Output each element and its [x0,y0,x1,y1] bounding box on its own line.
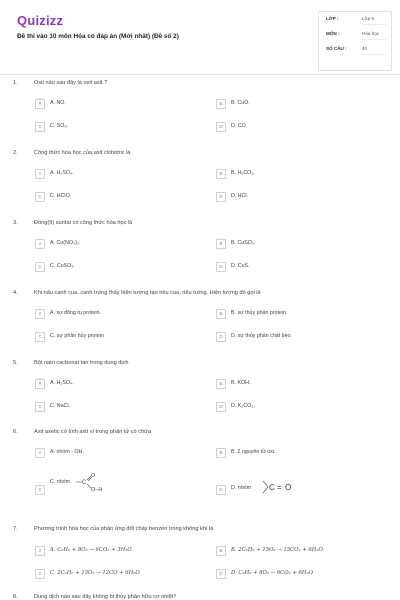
question-text: Bột natri cacbonat tan trong dung dịch [34,360,129,366]
question-text: Dung dịch nào sau đây không bị thủy phân hữu cơ nhiệt? [34,594,177,600]
worksheet-header [0,0,400,75]
option-letter-box[interactable]: A [35,239,45,249]
question-number: 2. [13,150,18,156]
option-letter-box[interactable]: C [35,402,45,412]
option-letter-box[interactable]: A [35,448,45,458]
option-text: B. CuSO₃. [231,240,256,246]
option-letter-box[interactable]: A [35,169,45,179]
option-text: C. SO₃. [50,123,69,129]
option-text: C. 2C₆H₆ + 15O₂ → 12CO + 6H₂O [50,570,140,576]
option-text: D. CuS. [231,263,250,269]
question-text: Axit axetic có tính axit vì trong phân tử có chứa [34,429,151,435]
question-number: 6. [13,429,18,435]
option-text: C. CuSO₄. [50,263,75,269]
option-text: C. HClO. [50,193,72,199]
option-text: A. NO. [50,100,66,106]
option-letter-box[interactable]: D [216,122,226,132]
question-text: Phương trình hóa học của phản ứng đốt cháy benzen trong không khí là [34,526,214,532]
option-letter-box[interactable]: B [216,309,226,319]
meta-value: Lớp 9 [362,16,374,21]
meta-key: MÔN : [326,31,340,36]
option-text: A. C₆H₆ + 8O₂ → 6CO₂ + 3H₂O [50,547,132,553]
option-letter-box[interactable]: C [35,262,45,272]
option-letter-box[interactable]: C [35,192,45,202]
carbonyl-group-structure [259,477,299,495]
option-letter-box[interactable]: A [35,379,45,389]
meta-value: Hóa học [362,31,380,36]
option-text: A. Cu(NO₃)₂. [50,240,81,246]
carbon-atom-label: C [269,483,275,492]
option-text: D. CO. [231,123,248,129]
option-letter-box[interactable]: C [35,569,45,579]
option-letter-box[interactable]: A [35,99,45,109]
option-letter-box[interactable]: D [216,262,226,272]
option-letter-box[interactable]: B [216,379,226,389]
question-text: Công thức hóa học của axit clohidric là [34,150,131,156]
option-letter-box[interactable]: B [216,99,226,109]
document-title: Đề thi vào 10 môn Hóa có đáp án (Mới nhất) (Đề số 2) [17,33,179,40]
option-text: B. KOH. [231,380,251,386]
question-8-partial [0,591,400,600]
oxygen-atom-label: O [91,473,96,479]
option-text: D. nhóm [231,485,252,491]
meta-key: SỐ CÂU : [326,46,347,51]
meta-key: LỚP : [326,16,339,21]
option-letter-box[interactable]: B [216,448,226,458]
bond-line [263,487,268,493]
option-text: B. 2 nguyên tử oxi. [231,449,276,455]
option-letter-box[interactable]: A [35,546,45,556]
option-letter-box[interactable]: C [35,122,45,132]
option-text: C. sự phân hủy protein [50,333,104,339]
option-text: A. H₂SO₄. [50,380,74,386]
carbon-atom-label: C [82,480,87,486]
option-text: D. C₆H₆ + 8O₂ → 6CO₂ + 6H₂O [231,570,313,576]
option-letter-box[interactable]: B [216,239,226,249]
carboxyl-group-structure [76,471,112,495]
question-number: 4. [13,290,18,296]
option-letter-box[interactable]: A [35,309,45,319]
option-letter-box[interactable]: C [35,485,45,495]
meta-underline [362,54,386,55]
option-text: D. K₂CO₃. [231,403,255,409]
option-text: A. H₂SO₄. [50,170,74,176]
question-text: Khi nấu canh cua, canh trứng thấy hiện tượng tạo riêu cua, riêu trứng. Hiện tượng đó gọi là [34,290,261,296]
question-number: 5. [13,360,18,366]
bond-line [263,481,268,487]
option-letter-box[interactable]: D [216,485,226,495]
meta-row-class [326,12,388,26]
option-text: B. H₂CO₃. [231,170,255,176]
question-number: 3. [13,220,18,226]
option-letter-box[interactable]: B [216,169,226,179]
question-number: 1. [13,80,18,86]
oxygen-atom-label: O [285,483,292,492]
question-text: Oxit nào sau đây là oxit axit ? [34,80,108,86]
meta-underline [362,39,386,40]
meta-info-box [318,11,392,71]
meta-underline [362,24,386,25]
question-number: 7. [13,526,18,532]
option-letter-box[interactable]: D [216,192,226,202]
option-text: B. CuO. [231,100,250,106]
option-letter-box[interactable]: D [216,569,226,579]
option-text: D. HCl. [231,193,249,199]
question-text: Đồng(II) sunfat có công thức hóa học là [34,220,133,226]
meta-value: 40 [362,46,368,51]
option-text: C. NaCl. [50,403,71,409]
option-letter-box[interactable]: C [35,332,45,342]
option-text: A. sự đông tụ protein. [50,310,101,316]
hydroxyl-label: O–H [91,487,103,493]
option-text: B. sự thủy phân protein. [231,310,288,316]
meta-row-count [326,42,388,56]
option-text: A. nhóm - OH. [50,449,84,455]
meta-row-subject [326,27,388,41]
option-letter-box[interactable]: D [216,402,226,412]
double-bond-symbol: = [277,483,282,492]
option-text: D. sự thủy phân chất béo. [231,333,292,339]
option-letter-box[interactable]: D [216,332,226,342]
option-text: C. nhóm [50,479,71,485]
quizizz-logo[interactable]: Quizizz [17,13,64,28]
option-text: B. 2C₆H₆ + 15O₂ → 15CO₂ + 6H₂O [231,547,323,553]
option-letter-box[interactable]: B [216,546,226,556]
question-number: 8. [13,594,18,600]
